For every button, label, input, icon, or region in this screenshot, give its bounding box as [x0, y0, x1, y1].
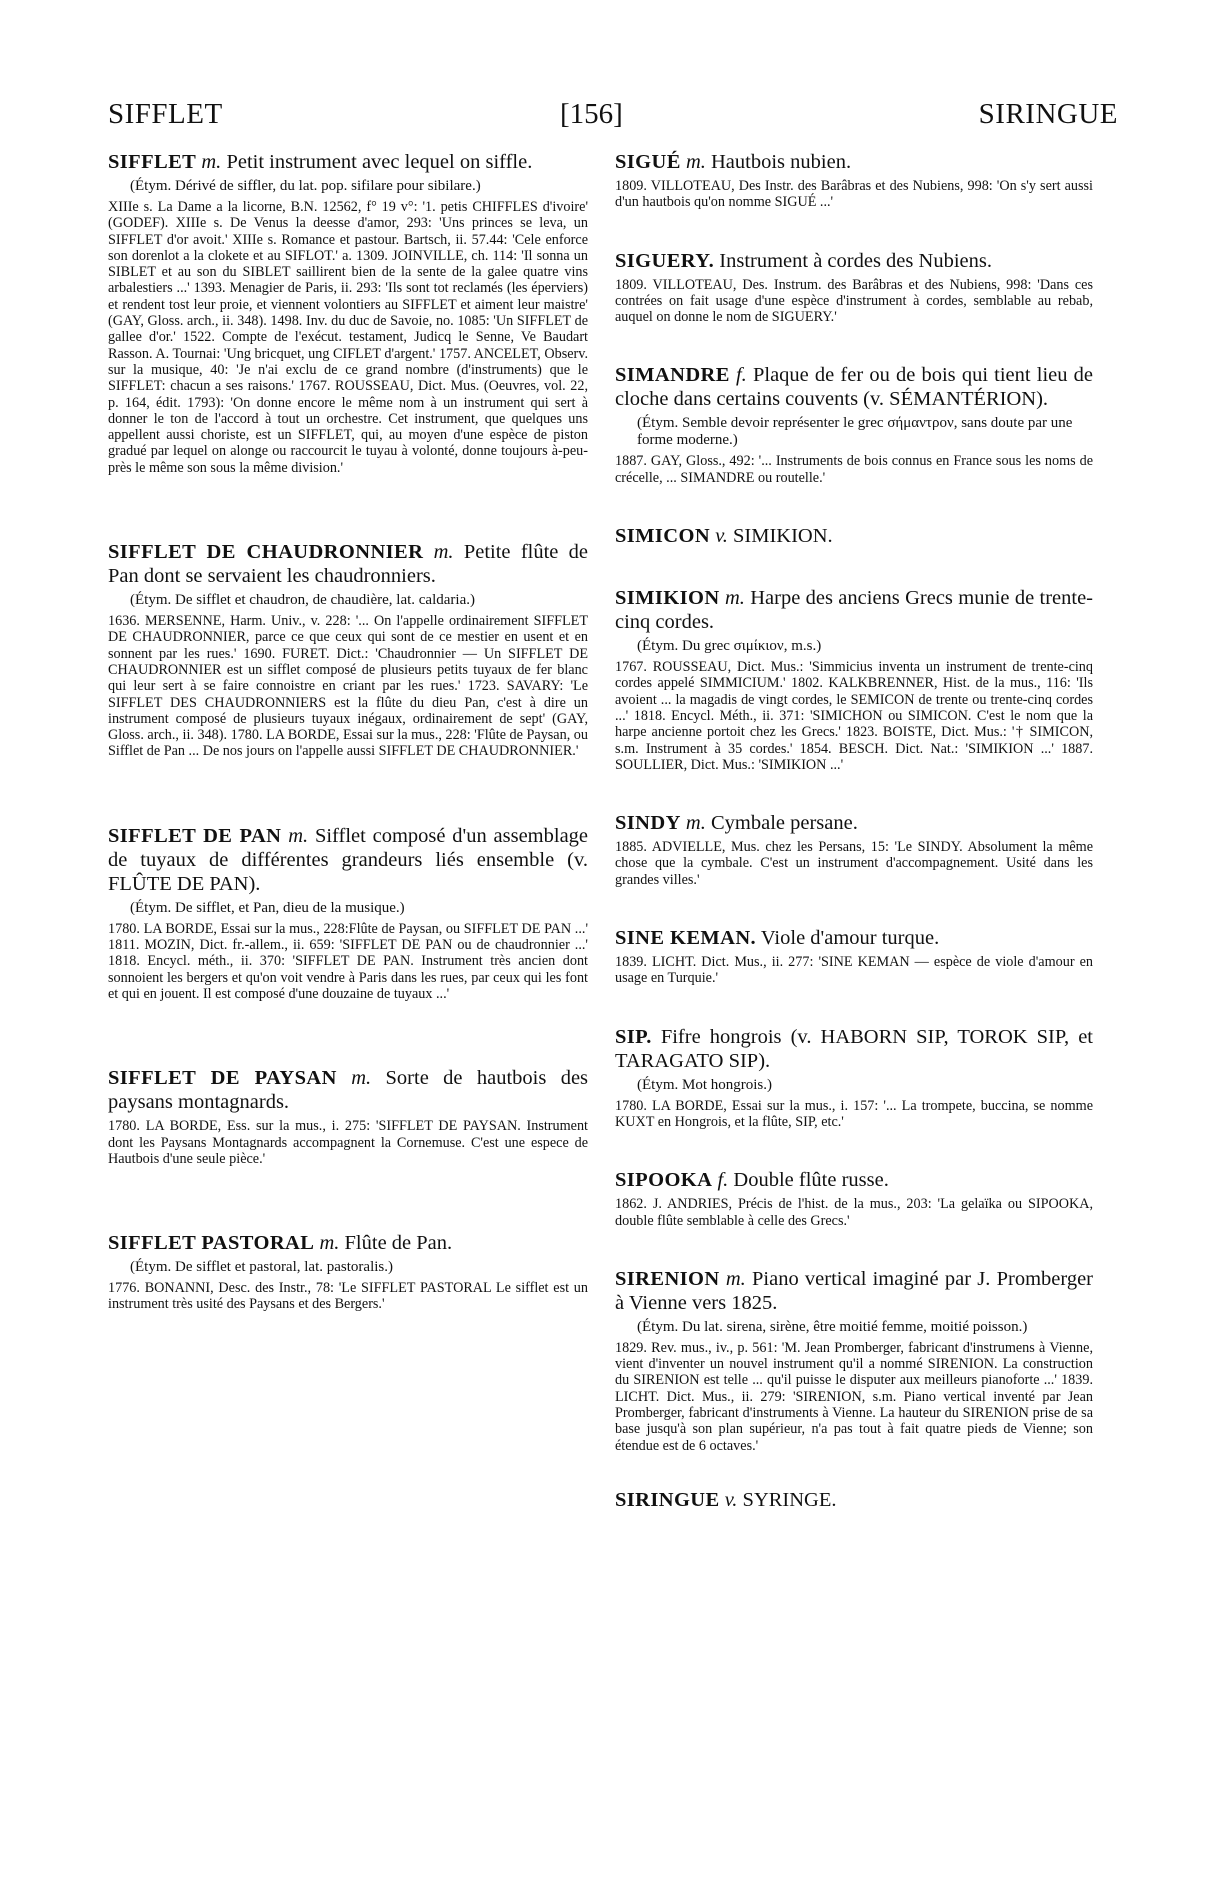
running-head-left: SIFFLET [108, 98, 223, 130]
headword: SIFFLET DE PAN [108, 824, 282, 847]
citations: 1862. J. ANDRIES, Précis de l'hist. de la mus., 203: 'La gelaïka ou SIPOOKA, double flûte semblable à celle des Grecs.' [615, 1196, 1093, 1229]
citations: 1636. MERSENNE, Harm. Univ., v. 228: '... On l'appelle ordinairement SIFFLET DE CHAUDRONNIER, parce ce que ceux qui sont de ce mestier en usent et en sonnent par les rues.' 1690. FURET. Dict.: 'Chaudronnier — Un SIFFLET DE CHAUDRONNIER est un sifflet composé de plusieurs petits tuyaux de fer blanc qui leur sert à se faire connoistre en criant par les rues.' 1723. SAVARY: 'Le SIFFLET DES CHAUDRONNIERS est la flûte du dieu Pan, c'est à dire un instrument composé de plusieurs tuyaux inégaux, ordinairement de sept' (GAY, Gloss. arch., ii. 348). 1780. LA BORDE, Essai sur la mus., 228: 'Flûte de Paysan, ou Sifflet de Pan ... De nos jours on l'appelle aussi SIFFLET DE CHAUDRONNIER.' [108, 613, 588, 760]
definition: Double flûte russe. [733, 1169, 889, 1192]
definition: Hautbois nubien. [711, 151, 852, 173]
dictionary-entry [108, 1066, 588, 1167]
gender: f. [717, 1169, 729, 1192]
citations: 1887. GAY, Gloss., 492: '... Instruments de bois connus en France sous les noms de crécelle, ... SIMANDRE ou routelle.' [615, 453, 1093, 486]
definition: Piano vertical imaginé par J. Promberger à Vienne vers 1825. [615, 1267, 1094, 1314]
etymology: (Étym. Du grec σιμίκιον, m.s.) [637, 638, 822, 655]
gender: m. [201, 151, 222, 173]
citations: 1767. ROUSSEAU, Dict. Mus.: 'Simmicius inventa un instrument de trente-cinq cordes appelé SIMMICIUM.' 1802. KALKBRENNER, Hist. de la mus., 116: 'Ils avoient ... la magadis de vingt cordes, le SEMICON de trente ou trente-cinq cordes ...' 1818. Encycl. Méth., ii. 371: 'SIMICHON ou SIMICON. C'est le nom que la harpe ancienne portoit chez les Grecs.' 1823. BOISTE, Dict. Mus.: '† SIMICON, s.m. Instrument à 35 cordes.' 1854. BESCH. Dict. Nat.: 'SIMIKION ...' 1887. SOULLIER, Dict. Mus.: 'SIMIKION ...' [615, 659, 1093, 773]
dictionary-entry [108, 540, 588, 760]
citations: 1885. ADVIELLE, Mus. chez les Persans, 15: 'Le SINDY. Absolument la même chose que la cymbale. C'est un instrument d'accompagnement. Usité dans les grandes villes.' [615, 839, 1093, 888]
dictionary-entry [615, 1025, 1093, 1131]
etymology: (Étym. Semble devoir représenter le grec σήμαντρον, sans doute par une forme moderne.) [637, 415, 1073, 449]
citations: 1780. LA BORDE, Ess. sur la mus., i. 275: 'SIFFLET DE PAYSAN. Instrument dont les Paysans Montagnards accompagnent la Cornemuse. C'est une espece de Hautbois d'une seule pièce.' [108, 1118, 588, 1167]
gender: m. [685, 151, 706, 173]
headword: SIFFLET DE CHAUDRONNIER [108, 541, 424, 564]
dictionary-entry [615, 363, 1093, 486]
gender: v. [715, 525, 728, 548]
dictionary-entry [615, 150, 1093, 211]
etymology: (Étym. De sifflet et pastoral, lat. pastoralis.) [130, 1259, 393, 1276]
headword: SIMICON [615, 525, 711, 548]
etymology: (Étym. Du lat. sirena, sirène, être moitié femme, moitié poisson.) [637, 1318, 1028, 1335]
citations: 1829. Rev. mus., iv., p. 561: 'M. Jean Promberger, fabricant d'instrumens à Vienne, vient d'inventer un nouvel instrument qu'il a nommé SIRENION. La construction du SIRENION est telle ... qu'il puisse le disputer aux meilleurs pianoforte ...' 1839. LICHT. Dict. Mus., ii. 279: 'SIRENION, s.m. Piano vertical inventé par Jean Promberger, fabricant d'instruments à Vienne. La hauteur du SIRENION prise de sa base jusqu'à son plan supérieur, n'a pas tout à fait quatre pieds de Vienne; son étendue est de 6 octaves.' [615, 1339, 1093, 1454]
dictionary-entry [108, 1231, 588, 1313]
citations: 1809. VILLOTEAU, Des. Instrum. des Barâbras et des Nubiens, 998: 'Dans ces contrées on fait usage d'une espèce d'instrument à cordes, semblable au rebab, auquel on donne le nom de SIGUERY.' [615, 276, 1093, 326]
dictionary-entry [108, 150, 588, 476]
etymology: (Étym. Mot hongrois.) [637, 1076, 772, 1093]
definition: Petite flûte de Pan dont se servaient les chaudronniers. [108, 541, 589, 588]
headword: SIRINGUE [615, 1488, 720, 1511]
running-head-right: SIRINGUE [978, 98, 1118, 130]
citations: 1839. LICHT. Dict. Mus., ii. 277: 'SINE KEMAN — espèce de viole d'amour en usage en Turquie.' [615, 954, 1093, 987]
gender: f. [735, 364, 747, 387]
etymology: (Étym. Dérivé de siffler, du lat. pop. sifilare pour sibilare.) [130, 178, 481, 194]
right-column [615, 150, 1093, 1512]
gender: m. [725, 1267, 746, 1290]
citations: 1780. LA BORDE, Essai sur la mus., i. 157: '... La trompete, buccina, se nomme KUXT en Hongrois, et la flûte, SIP, etc.' [615, 1097, 1093, 1130]
dictionary-entry [615, 811, 1093, 888]
citations: 1809. VILLOTEAU, Des Instr. des Barâbras et des Nubiens, 998: 'On s'y sert aussi d'un hautbois qu'on nomme SIGUÉ ...' [615, 178, 1093, 211]
definition: Viole d'amour turque. [760, 927, 940, 950]
headword: SIGUERY. [615, 249, 715, 272]
dictionary-entry [615, 249, 1093, 326]
dictionary-entry [615, 926, 1093, 987]
gender: m. [351, 1067, 372, 1090]
headword: SIFFLET DE PAYSAN [108, 1067, 337, 1090]
headword: SINDY [615, 812, 681, 835]
headword: SIMANDRE [615, 364, 730, 387]
dictionary-entry [615, 586, 1093, 773]
gender: m. [724, 587, 745, 610]
definition: Fifre hongrois (v. HABORN SIP, TOROK SIP, et TARAGATO SIP). [615, 1025, 1093, 1072]
citations: 1780. LA BORDE, Essai sur la mus., 228:Flûte de Paysan, ou SIFFLET DE PAN ...' 1811. MOZIN, Dict. fr.-allem., ii. 659: 'SIFFLET DE PAN ou de chaudronnier ...' 1818. Encycl. méth., ii. 370: 'SIFFLET DE PAN. Instrument très ancien dont sonnoient les bergers et qu'on voit vendre à Paris dans les rues, par ceux qui les font et qui en jouent. Il est composé d'une douzaine de tuyaux ...' [108, 920, 588, 1002]
etymology: (Étym. De sifflet et chaudron, de chaudière, lat. caldaria.) [130, 592, 475, 609]
definition: Flûte de Pan. [344, 1232, 453, 1255]
gender: m. [288, 824, 309, 847]
etymology: (Étym. De sifflet, et Pan, dieu de la musique.) [130, 899, 405, 916]
headword: SIP. [615, 1025, 652, 1048]
headword: SINE KEMAN. [615, 927, 757, 950]
definition: Plaque de fer ou de bois qui tient lieu de cloche dans certains couvents (v. SÉMANTÉRION). [615, 364, 1093, 411]
cross-reference: SIMIKION. [733, 525, 833, 548]
citations: 1776. BONANNI, Desc. des Instr., 78: 'Le SIFFLET PASTORAL Le sifflet est un instrument très usité des Paysans et des Bergers.' [108, 1280, 588, 1313]
definition: Petit instrument avec lequel on siffle. [226, 151, 533, 173]
gender: m. [685, 812, 706, 835]
dictionary-entry [615, 524, 1093, 548]
dictionary-entry [615, 1267, 1093, 1454]
definition: Cymbale persane. [710, 812, 858, 835]
gender: v. [724, 1488, 738, 1511]
page-number: [156] [560, 98, 623, 130]
cross-reference: SYRINGE. [742, 1488, 837, 1511]
dictionary-entry [108, 824, 588, 1002]
headword: SIGUÉ [615, 151, 681, 173]
page-header [108, 98, 1118, 138]
citations: XIIIe s. La Dame a la licorne, B.N. 12562, f° 19 v°: '1. petis CHIFFLES d'ivoire' (GODEF). XIIIe s. De Venus la deesse d'amor, 293: 'Uns princes se leva, un SIFFLET d'or avoit.' XIIIe s. Romance et pastour. Bartsch, ii. 57.44: 'Cele enforce son dorenlot a la clokete et au SIFLOT.' a. 1309. JOINVILLE, ch. 114: 'Il sonna un SIBLET et au son du SIBLET saillirent bien de la sente de la galee quatre vins arbalestiers ...' 1393. Menagier de Paris, ii. 293: 'Ils sont tot reclamés (les éperviers) et rendent tost leur proie, et viennent volontiers au SIFFLET et aiment leur maistre' (GAY, Gloss. arch., ii. 348). 1498. Inv. du duc de Savoie, no. 1085: 'Un SIFFLET de gallee d'or.' 1522. Compte de l'exécut. testament, Judicq le Senne, Ve Baudart Rasson. A. Tournai: 'Ung bricquet, ung CIFLET d'argent.' 1757. ANCELET, Observ. sur la musique, 40: 'Je n'ai exclu de ce grand nombre (d'instruments) que le SIFFLET: chacun a ses raisons.' 1767. ROUSSEAU, Dict. Mus. (Oeuvres, vol. 22, p. 164, édit. 1793): 'On donne encore le même nom à un instrument qui sert à donner le ton de l'accord à tout un orchestre. Cet instrument, que quelques uns appellent aussi choriste, est un SIFFLET, qui, au moyen d'une espèce de piston gradué par lequel on alonge ou raccourcit le tuyau à volonté, donne toujours à-peu-près le même son sous la même division.' [108, 199, 588, 476]
left-column [108, 150, 588, 1313]
definition: Harpe des anciens Grecs munie de trente-cinq cordes. [615, 587, 1094, 634]
definition: Instrument à cordes des Nubiens. [719, 249, 992, 272]
definition: Sorte de hautbois des paysans montagnards. [108, 1067, 589, 1114]
definition: Sifflet composé d'un assemblage de tuyaux de différentes grandeurs liés ensemble (v. FLÛTE DE PAN). [108, 824, 589, 895]
headword: SIMIKION [615, 587, 720, 610]
headword: SIPOOKA [615, 1169, 713, 1192]
headword: SIFFLET [108, 151, 197, 173]
headword: SIRENION [615, 1267, 720, 1290]
gender: m. [319, 1232, 340, 1255]
dictionary-entry [615, 1168, 1093, 1229]
gender: m. [433, 541, 454, 564]
headword: SIFFLET PASTORAL [108, 1232, 315, 1255]
dictionary-entry [615, 1488, 1093, 1512]
